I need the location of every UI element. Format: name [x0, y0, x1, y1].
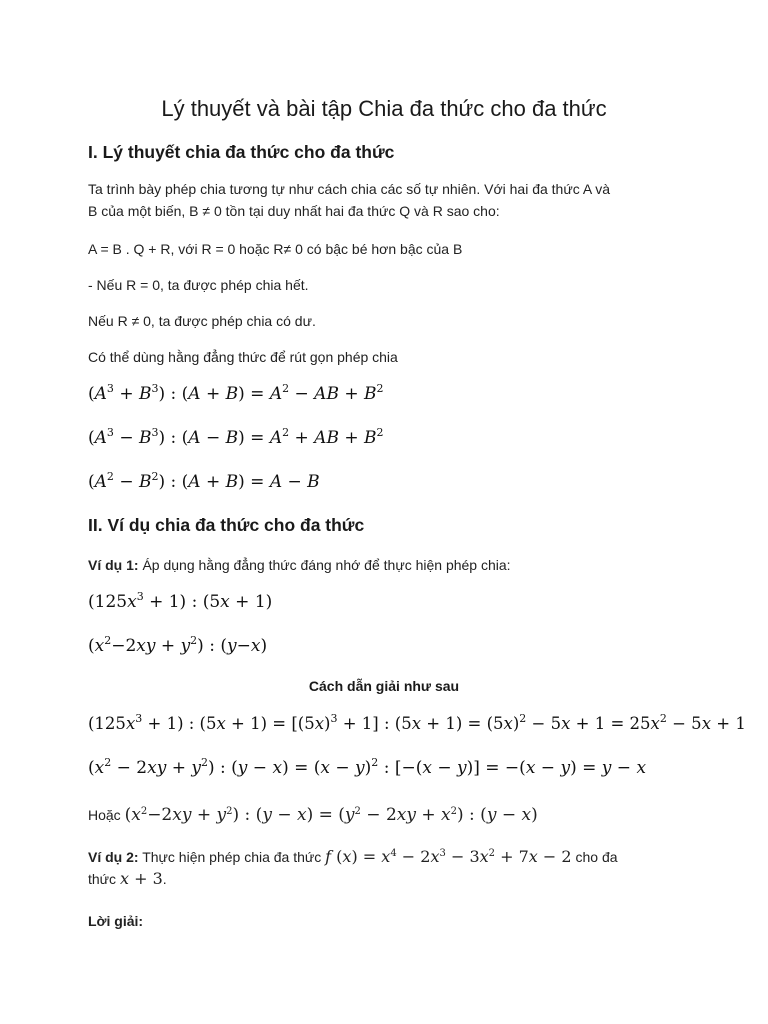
example2-text-b: cho đa — [575, 849, 618, 865]
example2-text-c: thức — [88, 871, 117, 887]
solution-c-row — [88, 804, 538, 826]
example2-formula: f $(x) = x^4 - 2x^3 - 3x^2 + 7x - 2$ — [325, 847, 572, 866]
section1-para1-line1: Ta trình bày phép chia tương tự như cách chia các số tự nhiên. Với hai đa thức A và — [88, 181, 611, 197]
section1-heading: I. Lý thuyết chia đa thức cho đa thức — [88, 142, 395, 162]
section1-para4: Nếu R ≠ 0, ta được phép chia có dư. — [88, 313, 316, 329]
section1-para5: Có thể dùng hằng đẳng thức để rút gọn phép chia — [88, 349, 398, 365]
section1-para1-line2: B của một biến, B ≠ 0 tồn tại duy nhất hai đa thức Q và R sao cho: — [88, 203, 500, 219]
answer-row — [88, 910, 143, 932]
formula-difference-of-squares: $(A^2 - B^2)$ : (A + B) = A − B — [88, 470, 320, 492]
example1-text: Áp dụng hằng đẳng thức đáng nhớ để thực hiện phép chia: — [138, 557, 511, 573]
formula-difference-of-cubes: $(A^3 - B^3)$ : $(A - B) = A^2$ + AB + $B^2$ — [88, 426, 384, 448]
example1-intro — [88, 554, 511, 576]
example1-problem-b: $(x^2-2xy + y^2)$ : (y−x) — [88, 634, 268, 656]
example2-divisor: x + 3 — [119, 869, 163, 888]
answer-label: Lời giải: — [88, 913, 144, 929]
page-title: Lý thuyết và bài tập Chia đa thức cho đa thức — [161, 96, 607, 121]
example1-label: Ví dụ 1: — [88, 557, 139, 573]
example2-label: Ví dụ 2: — [88, 849, 139, 865]
example2-period: . — [162, 871, 167, 887]
or-word: Hoặc — [88, 807, 121, 823]
solution-c: $(x^2-2xy + y^2)$ : $(y - x) = (y^2 - 2xy + x^2)$ : (y − x) — [124, 805, 538, 825]
example2-text-a: Thực hiện phép chia đa thức — [138, 849, 322, 865]
example2-line1 — [88, 846, 688, 868]
example1-problem-a: $(125x^3 + 1)$ : (5x + 1) — [88, 590, 273, 612]
formula-sum-of-cubes: $(A^3 + B^3)$ : $(A + B) = A^2$ − AB + $B^2$ — [88, 382, 384, 404]
section1-para3: - Nếu R = 0, ta được phép chia hết. — [88, 277, 309, 293]
example2-intro — [88, 846, 688, 890]
section2-heading: II. Ví dụ chia đa thức cho đa thức — [88, 515, 365, 535]
example2-line2 — [88, 868, 688, 890]
solution-b: $(x^2 - 2xy + y^2)$ : $(y - x) = (x - y)^2$ : [−(x − y)] = −(x − y) = y − x — [88, 756, 647, 778]
section1-para1 — [88, 178, 610, 222]
solution-a: $(125x^3 + 1)$ : $(5x + 1) = [(5x)^3 + 1]$ : $(5x + 1) = (5x)^2 - 5x + 1 = 25x^2 - 5x + 1$ — [88, 712, 746, 733]
solution-heading: Cách dẫn giải như sau — [308, 678, 460, 694]
section1-para2: A = B . Q + R, với R = 0 hoặc R≠ 0 có bậc bé hơn bậc của B — [88, 241, 463, 257]
